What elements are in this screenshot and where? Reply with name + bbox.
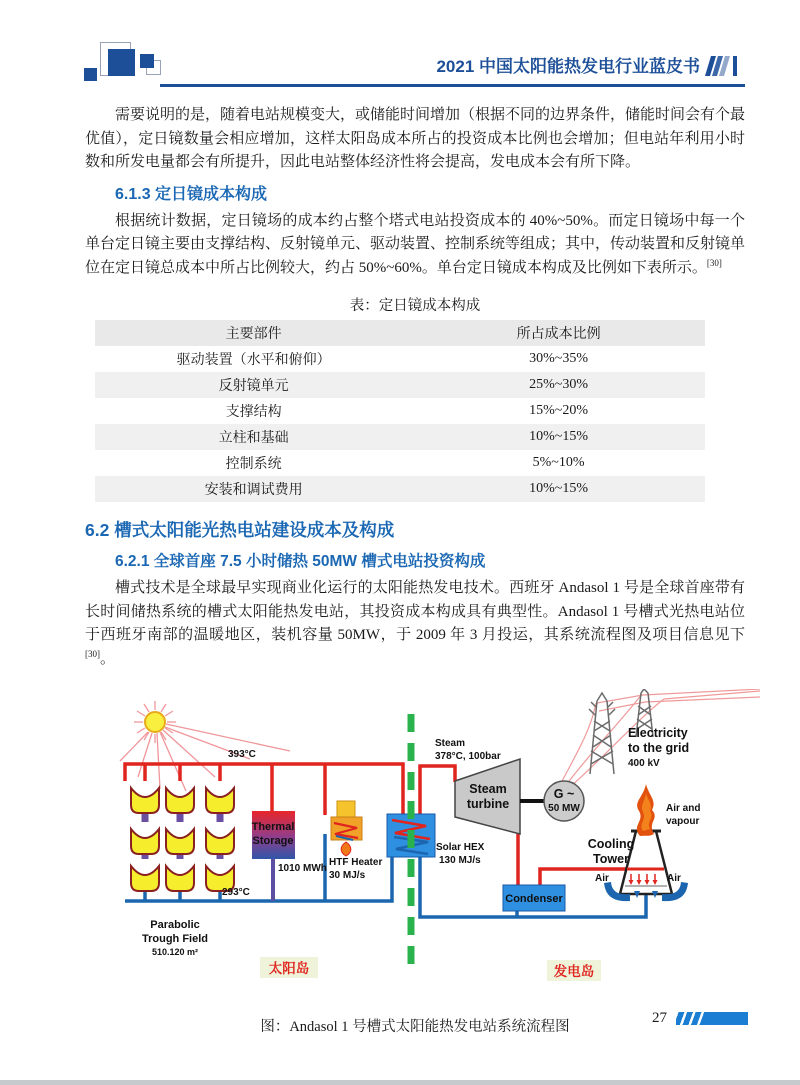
page-number: 27: [652, 1010, 667, 1026]
heater-label-2: 30 MJ/s: [329, 870, 366, 881]
cell-component: 控制系统: [225, 457, 282, 472]
turbine-label-2: turbine: [466, 797, 510, 811]
turbine-label-1: Steam: [469, 782, 507, 796]
cell-share: 15%~20%: [529, 403, 589, 418]
table-row: [95, 372, 705, 398]
cell-share: 30%~35%: [529, 351, 589, 366]
paragraph-andasol-text: 槽式技术是全球最早实现商业化运行的太阳能热发电技术。西班牙 Andasol 1 号是全球首座带有长时间储热系统的槽式太阳能热发电站，其投资成本构成具有典型性。Andasol 1 号槽式光热电站位于西班牙南部的温暖地区，装机容量 50MW，于 2009 年 3 月投运，其系统流程图及项目信息见下: [85, 580, 745, 643]
header-divider: [160, 84, 745, 87]
logo-square-large: [108, 49, 135, 76]
paragraph-andasol: [85, 577, 745, 671]
heliostat-cost-table: [95, 320, 705, 502]
condenser-label: Condenser: [505, 893, 563, 905]
heater-label-1: HTF Heater: [329, 857, 383, 868]
table-title: 表：定日镜成本构成: [349, 298, 481, 314]
cell-share: 10%~15%: [529, 429, 589, 444]
publisher-logo-icon: [84, 42, 194, 90]
storage-label-1: Thermal: [251, 821, 295, 833]
col-header-component: 主要部件: [225, 327, 282, 342]
cell-share: 25%~30%: [529, 377, 589, 392]
field-area-label: 510.120 m²: [151, 947, 199, 957]
grid-label-3: 400 kV: [628, 758, 660, 769]
storage-capacity-label: 1010 MWh: [278, 863, 327, 874]
hex-label-1: Solar HEX: [436, 842, 485, 853]
cell-component: 支撑结构: [225, 405, 282, 420]
air-left-label: Air: [595, 873, 609, 884]
cell-component: 反射镜单元: [218, 379, 289, 394]
flow-diagram-svg: [100, 689, 775, 1001]
cell-share: 10%~15%: [529, 481, 589, 496]
grid-label-1: Electricity: [628, 726, 688, 740]
air-right-label: Air: [667, 873, 681, 884]
page-header: [0, 0, 800, 92]
page-content: [85, 104, 745, 1036]
cold-pipes: [125, 834, 646, 917]
steam-label-1: Steam: [435, 738, 466, 749]
generator-label-2: 50 MW: [548, 803, 580, 814]
vapour-label-2: vapour: [666, 816, 700, 827]
field-label-1: Parabolic: [150, 919, 200, 931]
grid-label-2: to the grid: [628, 741, 690, 755]
storage-label-2: Storage: [252, 835, 294, 847]
page-bar-decoration: [676, 1012, 748, 1025]
vapour-label-1: Air and: [666, 803, 701, 814]
table-row: [95, 476, 705, 502]
sun-core: [145, 712, 165, 732]
cell-component: 立柱和基础: [218, 431, 289, 446]
heading-6-1-3: 6.1.3 定日镜成本构成: [115, 185, 268, 203]
figure-caption: 图：Andasol 1 号槽式太阳能热发电站系统流程图: [260, 1019, 570, 1035]
steam-label-2: 378°C, 100bar: [435, 751, 501, 762]
scan-bottom-edge: [0, 1080, 800, 1085]
field-label-2: Trough Field: [142, 933, 208, 945]
cooling-label-2: Tower: [593, 852, 629, 866]
table-header-row: [95, 320, 705, 346]
paragraph-heliostat-cost: [85, 210, 745, 281]
heading-6-2-1: 6.2.1 全球首座 7.5 小时储热 50MW 槽式电站投资构成: [115, 553, 486, 570]
cell-component: 安装和调试费用: [204, 483, 303, 498]
paragraph-andasol-end: 。: [100, 650, 116, 667]
logo-square-medium: [140, 54, 154, 68]
cold-temp-label: 293°C: [222, 887, 250, 898]
table-row: [95, 346, 705, 372]
cell-share: 5%~10%: [532, 455, 585, 470]
parabolic-trough-field: [131, 788, 234, 891]
andasol-flow-diagram: [100, 689, 775, 1001]
cell-component: 驱动装置（水平和俯仰）: [176, 353, 331, 368]
slashes-icon: [704, 54, 742, 78]
page-footer: [0, 1010, 748, 1027]
logo-square-small: [84, 68, 97, 81]
paragraph-heliostat-cost-text: 根据统计数据，定日镜场的成本约占整个塔式电站投资成本的 40%~50%。而定日镜场中每一个单台定日镜主要由支撑结构、反射镜单元、驱动装置、控制系统等组成；其中，传动装置和反射镜单位在定日镜总成本中所占比例较大，约占 50%~60%。单台定日镜成本构成及比例如下表所示。: [85, 212, 746, 276]
cooling-label-1: Cooling: [587, 837, 635, 851]
table-row: [95, 398, 705, 424]
heading-6-2: 6.2 槽式太阳能光热电站建设成本及构成: [85, 520, 395, 540]
power-island-label: 发电岛: [553, 964, 595, 979]
hot-temp-label: 393°C: [228, 749, 256, 760]
footnote-ref-30: [30]: [85, 648, 100, 659]
footnote-ref-30: [30]: [706, 257, 722, 268]
table-row: [95, 450, 705, 476]
hex-label-2: 130 MJ/s: [439, 855, 481, 866]
solar-island-label: 太阳岛: [268, 961, 310, 976]
generator-label-1: G ~: [553, 787, 575, 801]
table-row: [95, 424, 705, 450]
col-header-share: 所占成本比例: [516, 327, 601, 342]
paragraph-intro: [85, 104, 745, 175]
flame-icon: [341, 842, 351, 856]
htf-heater: [331, 801, 362, 856]
document-title: 2021 中国太阳能热发电行业蓝皮书: [436, 57, 700, 76]
paragraph-intro-text: 需要说明的是，随着电站规模变大，或储能时间增加（根据不同的边界条件，储能时间会有个最优值），定日镜数量会相应增加，这样太阳岛成本所占的投资成本比例也会增加；但电站年利用小时数和所发电量都会有所提升，因此电站整体经济性将会提高，发电成本会有所下降。: [85, 107, 746, 170]
